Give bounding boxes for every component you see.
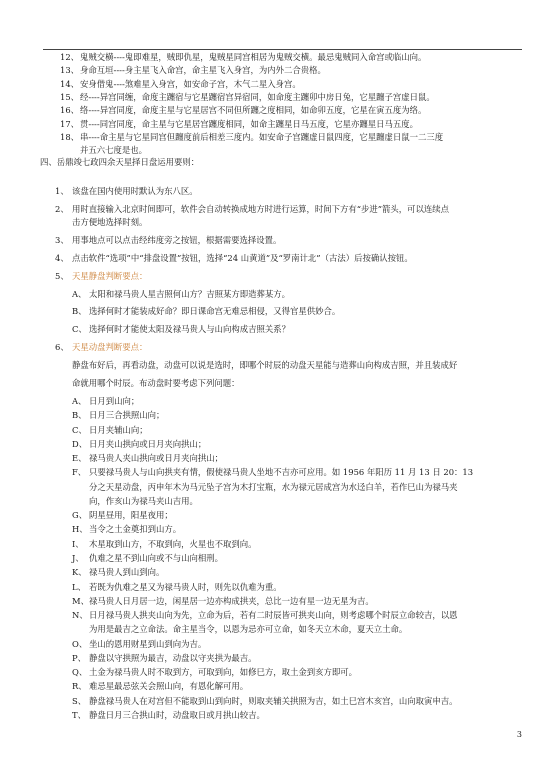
item-text: 用事地点可以点击经纬度旁之按钮，根据需要选择设置。 [72,235,282,245]
sub-item [72,410,164,421]
sub-item [72,439,206,450]
sub-item [72,610,458,621]
sub-item [72,453,223,464]
item-text: 若既为仇难之星又为禄马贵人时，则先以仇难为重。 [89,582,282,592]
item-number: F、 [72,467,87,477]
sub-item-continuation [89,482,458,493]
list-item [55,186,198,197]
item-number: A、 [72,396,87,406]
sub-item [72,582,282,593]
item-text: 坐山的恩用财星到山到向为吉。 [89,639,207,649]
item-number: 1、 [55,186,69,196]
item-number: J、 [72,553,84,563]
item-text: 日月禄马贵人拱夹山向为先，立命为后，若有二时辰皆可拱夹山向，则考虑哪个时辰立命较吉，以恩 [89,610,458,620]
item-text: 太阳和禄马贵人星吉照何山方？吉照某方即造葬某方。 [89,289,290,299]
item-number: M、 [72,596,89,606]
item-text: 贯----同宫同度，命主星与它星居宫躔度相同，如命主躔星日马五度，它星亦躔星日马五度。 [80,118,418,129]
item-text: 四、岳鼎竣七政四余天星择日盘运用要则： [40,157,200,167]
item-number: K、 [72,567,87,577]
item-text: 禄马贵人日月居一边，闲星居一边亦构成拱夹，总比一边有星一边无星为吉。 [89,596,374,606]
item-number: G、 [72,510,88,520]
list-item [60,132,443,143]
list-item [55,253,413,264]
list-item [60,105,426,116]
sub-item [72,539,257,550]
list-item [55,235,281,246]
list-item [55,271,147,282]
item-text: 络----异宫同度，命度主星与它星居宫不同但所躔之度相同，如命卯五度，它星在寅五度为络。 [80,105,427,116]
item-text: 并五六七度是也。 [80,145,147,156]
sub-item [72,289,290,300]
item-text: 仇难之星不到山向或不与山向相刑。 [89,553,223,563]
item-text: 木星取到山方，不取到向，火星也不取到向。 [89,539,257,549]
item-text: 身命互垣----身主星飞入命宫，命主星飞入身宫，为内外二合贵格。 [80,65,326,76]
item-number: H、 [72,524,88,534]
item-text: 为用是最吉之立命法。命主星当令，以恩为忌亦可立命，如冬天立木命，夏天立土命。 [89,624,408,634]
item-text: 击方便地选择时刻。 [72,217,148,227]
item-text: 禄马贵人夹山拱向或日月夹向拱山； [89,453,223,463]
item-text: 静盘日月三合拱山时，动盘取日或月拱山较吉。 [89,710,265,720]
item-number: C、 [72,324,87,334]
item-text: 土金为禄马贵人时不取到方，可取到向，如修巳方，取土金到亥方即可。 [89,667,357,677]
item-number: A、 [72,289,87,299]
item-text: 向，作亥山为禄马夹山吉用。 [89,496,198,506]
sub-item [72,467,473,478]
item-number: 16、 [60,105,80,116]
item-text: 天星静盘判断要点： [72,271,148,281]
item-text: 难忌星最忌弦关会照山向，有恩化解可用。 [89,681,249,691]
item-text: 静盘禄马贵人在对宫但不能取到山到向时，则取夹辅关拱照为吉，如土巳宫木亥宫，山向取寅申吉。 [89,696,458,706]
item-number: 6、 [55,342,69,352]
section-heading [40,157,199,168]
item-number: O、 [72,639,88,649]
sub-item-continuation [89,624,407,635]
item-text: 当令之土金奠扣到山方。 [89,524,182,534]
item-number: 13、 [60,65,80,76]
item-number: T、 [72,710,86,720]
list-item [55,204,449,215]
sub-item [72,653,257,664]
item-text: 日月夹辅山向； [89,425,148,435]
item-number: E、 [72,453,87,463]
item-text: 串----命主星与它星同宫但躔度前后相差三度内。如安命子宫躔虚日鼠四度，它星躔虚日鼠一二三度 [80,131,444,142]
sub-item [72,567,164,578]
item-text: 日月夹山拱向或日月夹向拱山； [89,439,207,449]
page-number: 3 [516,730,522,739]
item-text: 安身借鬼----煞难星入身宫，如安命子宫，木气二星入身宫。 [80,78,301,89]
item-number: Q、 [72,667,88,677]
list-item [60,92,435,103]
item-text: 选择何时才能使太阳及禄马贵人与山向构成吉照关系？ [89,324,290,334]
item-number: S、 [72,696,87,706]
item-number: P、 [72,653,87,663]
item-text: 阴星昼用，阳星夜用； [89,510,173,520]
sub-item [72,596,374,607]
list-item [60,119,418,130]
item-text: 分之天星动盘，丙申年木为马元坠子宫为木打宝瓶，水为禄元居成宫为水迳白羊，若作巳山为禄马夹 [89,482,458,492]
item-text: 静盘以守拱照为最吉，动盘以守夹拱为最吉。 [89,653,257,663]
list-item [60,52,426,63]
item-number: B、 [72,306,87,316]
item-text: 静盘布好后，再看动盘，动盘可以说是选时，即哪个时辰的动盘天星能与造葬山向构成吉照，并且装成好 [72,360,458,370]
item-number: 5、 [55,271,69,281]
item-number: 3、 [55,235,69,245]
sub-item [72,425,148,436]
paragraph-line [72,378,240,389]
item-text: 日月三合拱照山向； [89,410,165,420]
item-text: 用时直接输入北京时间即可，软件会自动转换成地方时进行运算，时间下方有“步进”箭头，可以连续点 [72,204,450,214]
header-rule [43,49,522,50]
sub-item [72,667,357,678]
sub-item [72,396,139,407]
list-item-continuation [80,145,147,156]
item-number: 4、 [55,253,69,263]
list-item [55,342,147,353]
item-number: B、 [72,410,87,420]
item-number: I、 [72,539,84,549]
sub-item [72,639,206,650]
item-number: N、 [72,610,88,620]
sub-item [72,681,248,692]
item-text: 禄马贵人到山到向。 [89,567,165,577]
item-number: 12、 [60,52,80,62]
item-text: 日月到山向； [89,396,140,406]
paragraph-line [72,360,457,371]
item-text: 选择何时才能装成好命？即日课命宫无难忌相侵，又得官星供妙合。 [89,306,341,316]
sub-item-continuation [89,496,198,507]
item-number: 18、 [60,131,80,142]
item-number: C、 [72,425,87,435]
item-text: 只要禄马贵人与山向拱夹有情，假使禄马贵人坐地不吉亦可应用。如 1956 年阳历 11 月 13 日 20：13 [89,467,474,477]
item-text: 该盘在国内使用时默认为东八区。 [72,186,198,196]
sub-item [72,696,458,707]
item-number: 14、 [60,78,80,89]
item-number: 2、 [55,204,69,214]
sub-item [72,510,173,521]
item-number: R、 [72,681,87,691]
sub-item [72,306,340,317]
item-number: L、 [72,582,86,592]
sub-item [72,553,223,564]
item-text: 点击软件“选项”中“排盘设置”按钮，选择“24 山黄道”及“罗南计北”（古法）后按确认按钮。 [72,253,413,263]
sub-item [72,710,265,721]
list-item [60,65,326,76]
sub-item [72,524,181,535]
list-item-continuation [72,217,147,228]
item-text: 命就用哪个时辰。布动盘时要考虑下列问题： [72,378,240,388]
item-text: 天星动盘判断要点： [72,342,148,352]
list-item [60,79,301,90]
item-number: 17、 [60,118,80,129]
item-text: 鬼贼交横----鬼即难星，贼即仇星，鬼贼星同宫相居为鬼贼交横。最忌鬼贼同入命宫或临山向。 [80,52,427,62]
item-text: 经----异宫同缠，命度主躔宿与它星躔宿宫异宿同，如命度主躔卯中房日兔，它星躔子宫虚日鼠。 [80,91,435,102]
sub-item [72,324,290,335]
item-number: D、 [72,439,88,449]
item-number: 15、 [60,91,80,102]
